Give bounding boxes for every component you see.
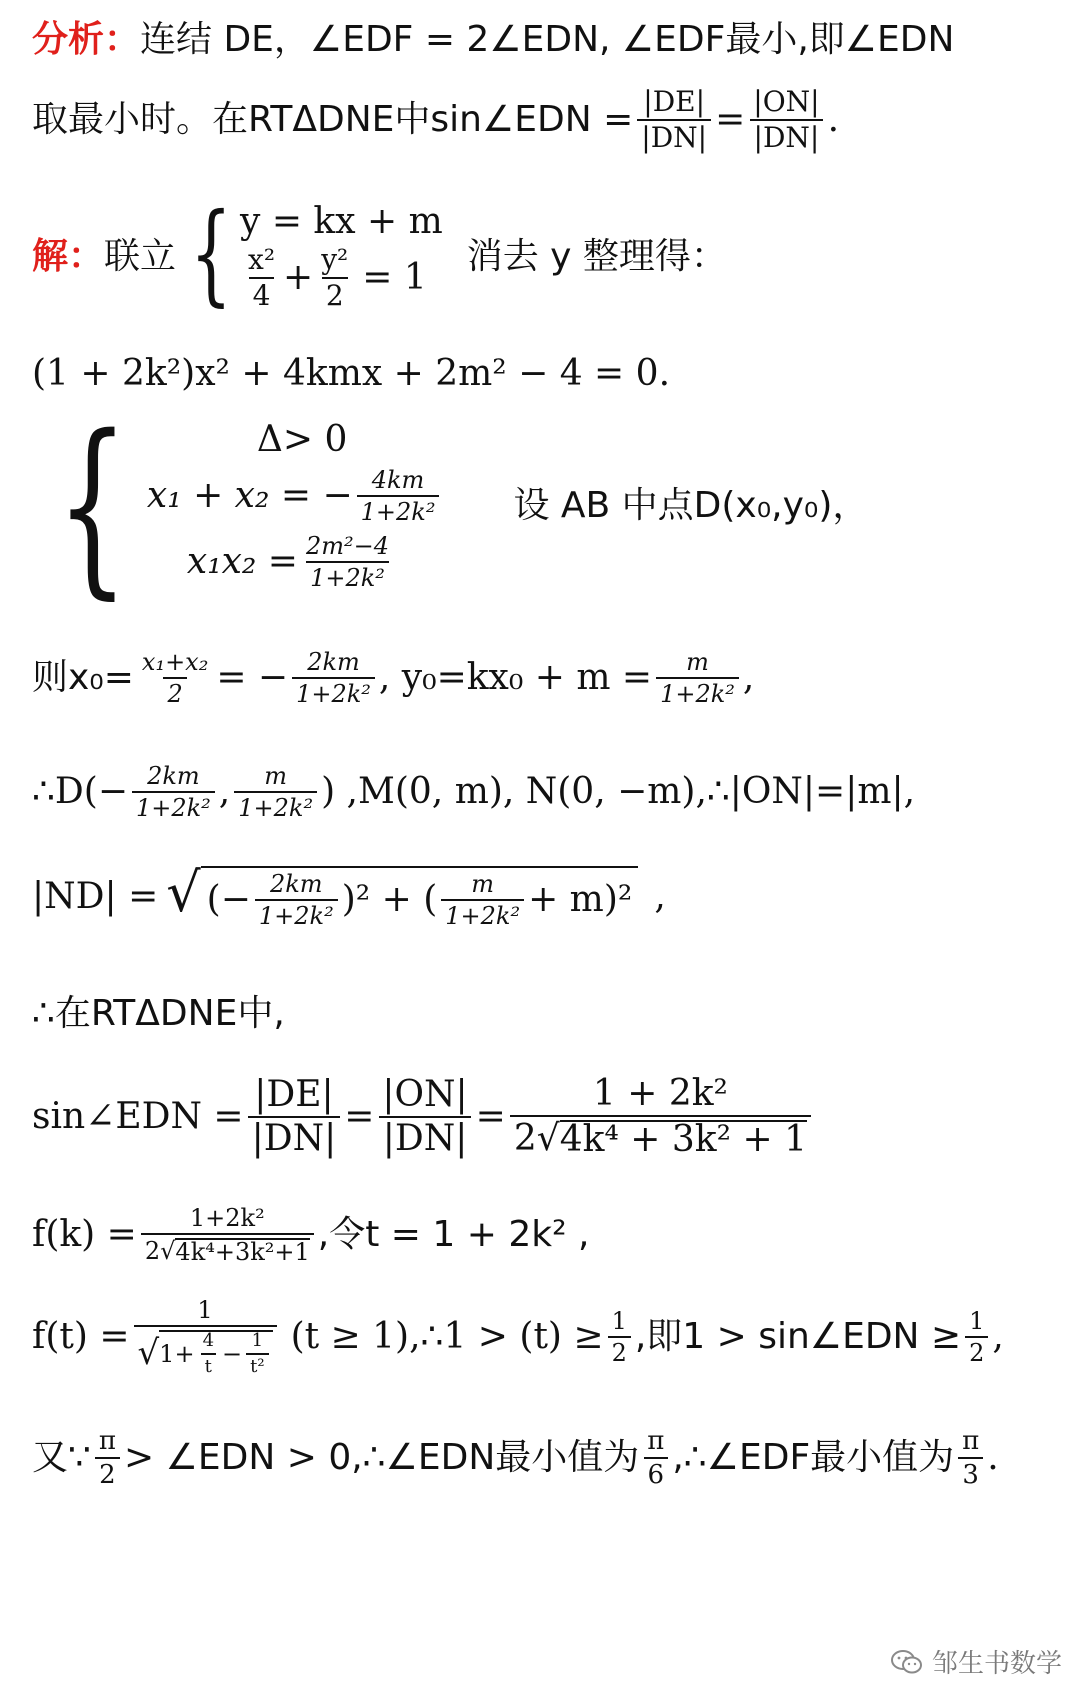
quadratic-text: (1 + 2k²)x² + 4kmx + 2m² − 4 = 0. bbox=[32, 353, 671, 394]
d-suffix: ) ,M(0, m), N(0, −m),∴|ON|=|m|, bbox=[321, 771, 916, 812]
y0-expr: , y₀=kx₀ + m = bbox=[378, 657, 653, 698]
system-rows bbox=[240, 201, 443, 312]
substitution-text: ,令t = 1 + 2k² , bbox=[317, 1214, 590, 1255]
frac-num: m bbox=[686, 648, 709, 676]
paren: (− bbox=[206, 879, 251, 920]
frac-den: 2 bbox=[322, 277, 348, 310]
vieta-brace-group bbox=[32, 395, 443, 616]
frac-den: 1+2k² bbox=[441, 899, 524, 928]
frac-num: |ON| bbox=[382, 1074, 468, 1115]
midpoint-text: 设 AB 中点D(x₀,y₀)， bbox=[513, 484, 869, 526]
line-equation: y = kx + m bbox=[240, 201, 443, 242]
radicand bbox=[201, 866, 639, 928]
frac-den: 1+2k² bbox=[292, 677, 375, 706]
system-rows bbox=[147, 420, 444, 591]
frac-den: 2 bbox=[965, 1336, 988, 1365]
equation-system bbox=[176, 189, 443, 317]
radical-sign: √ bbox=[536, 1118, 560, 1159]
frac-num: 2m²−4 bbox=[305, 531, 389, 560]
watermark bbox=[890, 1643, 1062, 1680]
frac-den: 1+2k² bbox=[132, 791, 215, 820]
point-d-line bbox=[32, 764, 915, 820]
period: . bbox=[827, 99, 840, 140]
left-brace: { bbox=[56, 395, 129, 616]
frac-num: 2km bbox=[307, 648, 360, 676]
radicand: 4k⁴+3k²+1 bbox=[175, 1238, 310, 1266]
watermark-text: 邹生书数学 bbox=[931, 1649, 1062, 1679]
sin-result-fraction bbox=[510, 1073, 811, 1160]
wechat-icon bbox=[890, 1649, 924, 1675]
ft-fraction bbox=[134, 1298, 277, 1376]
equals-minus: = − bbox=[216, 657, 289, 698]
frac-num: y² bbox=[321, 243, 349, 276]
solution-system bbox=[32, 189, 727, 317]
quadratic-equation bbox=[32, 353, 671, 394]
coef: 2 bbox=[144, 1237, 161, 1265]
period: . bbox=[987, 1437, 999, 1478]
eliminate-text: 消去 y 整理得： bbox=[466, 236, 727, 277]
frac-num: 1 + 2k² bbox=[592, 1073, 728, 1114]
frac-num: x₁+x₂ bbox=[141, 648, 209, 676]
frac-num: 1+2k² bbox=[189, 1204, 265, 1232]
frac-num: |DE| bbox=[643, 85, 706, 118]
frac-num: m bbox=[471, 870, 495, 898]
analysis-text: 连结 DE，∠EDF = 2∠EDN, ∠EDF最小,即∠EDN bbox=[140, 19, 955, 60]
frac-num: 1 bbox=[251, 1330, 264, 1351]
coef: 2 bbox=[513, 1118, 537, 1159]
frac-den: 1+2k² bbox=[357, 495, 440, 524]
analysis-text-2: 取最小时。在RTΔDNE中sin∠EDN = bbox=[32, 99, 634, 140]
frac-den: 2 bbox=[95, 1457, 120, 1488]
frac-num: 2km bbox=[269, 870, 323, 898]
minus: − bbox=[222, 1340, 243, 1368]
solution-text: 联立 bbox=[104, 236, 177, 277]
frac-den: 3 bbox=[958, 1457, 983, 1488]
analysis-line-2 bbox=[32, 85, 840, 154]
frac-den: 1+2k² bbox=[306, 561, 389, 590]
frac-den: t² bbox=[246, 1353, 268, 1376]
ft-prefix: f(t) = bbox=[32, 1316, 130, 1357]
frac-num: 2km bbox=[147, 762, 200, 790]
frac-den bbox=[510, 1115, 811, 1158]
frac-num: 4km bbox=[371, 465, 425, 494]
sum-lhs: x₁ + x₂ = − bbox=[146, 474, 353, 516]
conclusion-line bbox=[32, 1428, 999, 1488]
ft-range: (t ≥ 1),∴1 > (t) ≥ bbox=[290, 1316, 604, 1357]
edn-range: > ∠EDN > 0,∴∠EDN最小值为 bbox=[124, 1437, 640, 1478]
radical-sign: √ bbox=[137, 1333, 160, 1373]
solution-label: 解： bbox=[32, 236, 105, 277]
nd-line bbox=[32, 861, 666, 930]
paren: + m)² bbox=[528, 879, 633, 920]
frac-num: m bbox=[264, 762, 288, 790]
frac-den: 2 bbox=[163, 677, 186, 706]
fk-fraction bbox=[141, 1206, 314, 1264]
rhs: = 1 bbox=[362, 257, 427, 298]
equals: = bbox=[344, 1096, 375, 1137]
frac-num: |DE| bbox=[254, 1074, 334, 1115]
comma: , bbox=[742, 657, 755, 698]
sum-roots bbox=[146, 465, 444, 526]
rt-line bbox=[32, 993, 285, 1034]
comma: , bbox=[992, 1316, 1004, 1357]
radical-sign: √ bbox=[160, 1237, 176, 1265]
rt-text: ∴在RTΔDNE中, bbox=[32, 993, 285, 1034]
product-lhs: x₁x₂ = bbox=[186, 540, 298, 582]
radicand: 4k⁴ + 3k² + 1 bbox=[559, 1119, 808, 1160]
equals: = bbox=[715, 99, 746, 140]
plus: + bbox=[283, 257, 314, 298]
frac-num: 1 bbox=[197, 1296, 213, 1324]
frac-den: 2 bbox=[608, 1336, 631, 1365]
because-text: 又∵ bbox=[32, 1437, 91, 1478]
sin-prefix: sin∠EDN = bbox=[32, 1096, 244, 1137]
fk-prefix: f(k) = bbox=[32, 1214, 137, 1255]
frac-den bbox=[141, 1233, 314, 1264]
frac-den: 6 bbox=[644, 1457, 669, 1488]
d-prefix: ∴D(− bbox=[32, 771, 128, 812]
sin-line bbox=[32, 1073, 815, 1160]
fraction-on-dn bbox=[749, 85, 823, 154]
equals: = bbox=[475, 1096, 506, 1137]
fraction-de-dn bbox=[637, 85, 711, 154]
nd-prefix: |ND| = bbox=[32, 876, 159, 917]
comma: , bbox=[654, 876, 666, 917]
paren: )² + ( bbox=[341, 879, 438, 920]
one-plus: 1+ bbox=[159, 1340, 195, 1368]
vieta-system bbox=[32, 395, 869, 616]
frac-num: |ON| bbox=[753, 85, 820, 118]
frac-den: |DN| bbox=[248, 1116, 341, 1157]
frac-den: |DN| bbox=[637, 119, 711, 152]
frac-den: 1+2k² bbox=[255, 899, 338, 928]
radical-sign: √ bbox=[166, 861, 201, 924]
frac-den: |DN| bbox=[750, 119, 824, 152]
analysis-label: 分析： bbox=[32, 19, 141, 60]
comma: , bbox=[218, 771, 231, 812]
sqrt-expression bbox=[166, 861, 638, 930]
frac-den bbox=[134, 1325, 277, 1376]
frac-den: 1+2k² bbox=[656, 677, 739, 706]
frac-num: π bbox=[962, 1426, 980, 1456]
frac-num: 1 bbox=[969, 1307, 985, 1335]
frac-den: 1+2k² bbox=[234, 791, 317, 820]
frac-den: 4 bbox=[249, 277, 275, 310]
radicand bbox=[159, 1330, 272, 1376]
fk-line bbox=[32, 1206, 589, 1264]
edf-min-text: ,∴∠EDF最小值为 bbox=[672, 1437, 955, 1478]
ellipse-equation bbox=[240, 243, 443, 312]
sin-range: ,即1 > sin∠EDN ≥ bbox=[634, 1316, 962, 1357]
product-roots bbox=[147, 531, 444, 592]
x0-line bbox=[32, 650, 754, 706]
left-brace: { bbox=[190, 189, 233, 317]
delta-condition: Δ> 0 bbox=[256, 418, 348, 460]
ft-line bbox=[32, 1298, 1004, 1376]
analysis-line-1 bbox=[32, 19, 955, 60]
frac-den: |DN| bbox=[379, 1116, 472, 1157]
frac-den: t bbox=[201, 1353, 216, 1376]
frac-num: x² bbox=[248, 243, 276, 276]
frac-num: 1 bbox=[611, 1307, 627, 1335]
frac-num: 4 bbox=[202, 1330, 215, 1351]
frac-num: π bbox=[98, 1426, 116, 1456]
x0-prefix: 则x₀= bbox=[32, 657, 134, 698]
frac-num: π bbox=[647, 1426, 665, 1456]
